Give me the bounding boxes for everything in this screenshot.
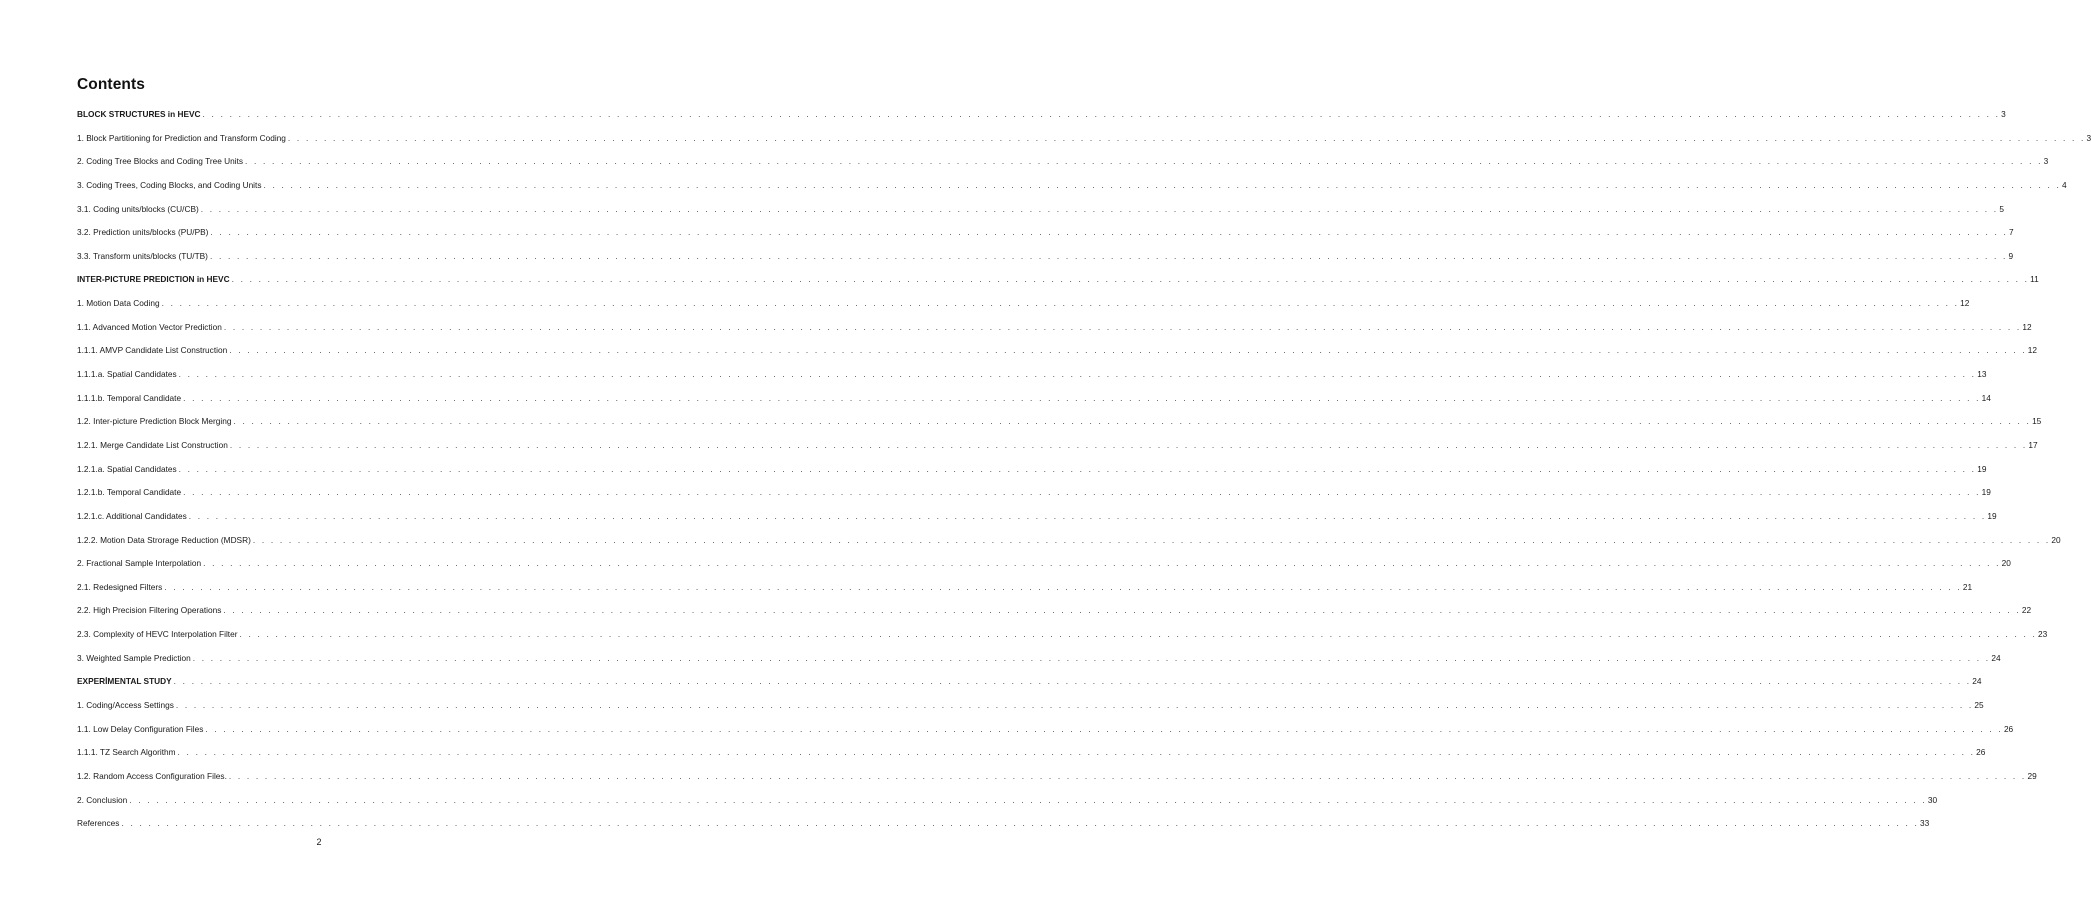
- toc-entry-label: 2. Coding Tree Blocks and Coding Tree Units: [77, 156, 244, 167]
- toc-entry-label: 1.2.1.c. Additional Candidates: [77, 510, 187, 521]
- toc-entry[interactable]: [77, 416, 2042, 440]
- toc-entry[interactable]: [77, 652, 2001, 677]
- toc-leader-dots: . . . . . . . . . . . . . . . . . . . . . . . . . . . . . . . . . . . . . . . . . . . . . . . . . . . . . . . . . . . . . . . . . . . . . . . . . . . . . . . . . . . . . . . . . . . . . . . . . . . . . . . . . . . . . . . . . . . . . . . . . . . . . . . . . . . . . . . . . . . . . . . . . . . . . . . . . . . . . . . . . . . . . . . . . . . . . . . . . . . . . . . . . . . . . . . . . . . . . . . .: [173, 676, 1972, 687]
- toc-entry-page: 24: [1991, 652, 2001, 663]
- toc-leader-dots: . . . . . . . . . . . . . . . . . . . . . . . . . . . . . . . . . . . . . . . . . . . . . . . . . . . . . . . . . . . . . . . . . . . . . . . . . . . . . . . . . . . . . . . . . . . . . . . . . . . . . . . . . . . . . . . . . . . . . . . . . . . . . . . . . . . . . . . . . . . . . . . . . . . . . . . . . . . . . . . . . . . . . . . . . . . . . . . . . . . . . . . . . . . . . . . . . . . . . . . .: [229, 345, 2027, 356]
- toc-entry-page: 26: [1976, 747, 1986, 758]
- toc-leader-dots: . . . . . . . . . . . . . . . . . . . . . . . . . . . . . . . . . . . . . . . . . . . . . . . . . . . . . . . . . . . . . . . . . . . . . . . . . . . . . . . . . . . . . . . . . . . . . . . . . . . . . . . . . . . . . . . . . . . . . . . . . . . . . . . . . . . . . . . . . . . . . . . . . . . . . . . . . . . . . . . . . . . . . . . . . . . . . . . . . . . . . . . . . . . . . . . . . . . . . . . .: [164, 581, 1962, 592]
- toc-leader-dots: . . . . . . . . . . . . . . . . . . . . . . . . . . . . . . . . . . . . . . . . . . . . . . . . . . . . . . . . . . . . . . . . . . . . . . . . . . . . . . . . . . . . . . . . . . . . . . . . . . . . . . . . . . . . . . . . . . . . . . . . . . . . . . . . . . . . . . . . . . . . . . . . . . . . . . . . . . . . . . . . . . . . . . . . . . . . . . . . . . . . . . . . . . . . . . . . . . . . . . . .: [121, 818, 1919, 829]
- toc-entry-label: 1.2.1.a. Spatial Candidates: [77, 463, 177, 474]
- toc-entry[interactable]: [77, 487, 1991, 511]
- toc-entry-page: 17: [2028, 439, 2038, 450]
- toc-entry-page: 30: [1927, 794, 1938, 805]
- toc-entry[interactable]: [77, 392, 1991, 417]
- toc-entry-label: 1. Motion Data Coding: [77, 298, 160, 309]
- toc-entry-page: 29: [2027, 770, 2037, 781]
- toc-entry[interactable]: [77, 676, 1982, 700]
- toc-entry-page: 23: [2038, 629, 2048, 640]
- toc-entry-label: 1.2.1.b. Temporal Candidate: [77, 487, 182, 498]
- toc-leader-dots: . . . . . . . . . . . . . . . . . . . . . . . . . . . . . . . . . . . . . . . . . . . . . . . . . . . . . . . . . . . . . . . . . . . . . . . . . . . . . . . . . . . . . . . . . . . . . . . . . . . . . . . . . . . . . . . . . . . . . . . . . . . . . . . . . . . . . . . . . . . . . . . . . . . . . . . . . . . . . . . . . . . . . . . . . . . . . . . . . . . . . . . . . . . . . . . . . . . . . . . .: [210, 227, 2008, 238]
- toc-entry-page: 12: [2027, 345, 2037, 356]
- toc-entry[interactable]: [77, 629, 2048, 653]
- toc-entry-page: 12: [1960, 298, 1970, 309]
- toc-entry-label: 1.1.1. AMVP Candidate List Construction: [77, 345, 228, 356]
- toc-entry-label: 2.1. Redesigned Filters: [77, 581, 163, 592]
- toc-entry[interactable]: [77, 203, 2004, 228]
- toc-entry-label: BLOCK STRUCTURES in HEVC: [77, 109, 201, 119]
- toc-leader-dots: . . . . . . . . . . . . . . . . . . . . . . . . . . . . . . . . . . . . . . . . . . . . . . . . . . . . . . . . . . . . . . . . . . . . . . . . . . . . . . . . . . . . . . . . . . . . . . . . . . . . . . . . . . . . . . . . . . . . . . . . . . . . . . . . . . . . . . . . . . . . . . . . . . . . . . . . . . . . . . . . . . . . . . . . . . . . . . . . . . . . . . . . . . . . . . . . . . . . . . . .: [161, 298, 1960, 309]
- toc-entry-label: 1.2.1. Merge Candidate List Construction: [77, 439, 228, 450]
- toc-entry-label: INTER-PICTURE PREDICTION in HEVC: [77, 274, 230, 285]
- toc-entry[interactable]: [77, 558, 2011, 582]
- toc-entry[interactable]: [77, 132, 2091, 157]
- toc-entry-label: 1.2.2. Motion Data Strorage Reduction (MDSR): [77, 534, 251, 545]
- toc-entry-label: 1.1.1.b. Temporal Candidate: [77, 392, 182, 403]
- toc-entry-label: 1.1.1.a. Spatial Candidates: [77, 369, 177, 380]
- toc-entry-page: 3: [2001, 109, 2006, 119]
- toc-leader-dots: . . . . . . . . . . . . . . . . . . . . . . . . . . . . . . . . . . . . . . . . . . . . . . . . . . . . . . . . . . . . . . . . . . . . . . . . . . . . . . . . . . . . . . . . . . . . . . . . . . . . . . . . . . . . . . . . . . . . . . . . . . . . . . . . . . . . . . . . . . . . . . . . . . . . . . . . . . . . . . . . . . . . . . . . . . . . . . . . . . . . . . . . . . . . . . . . . . . . . . . .: [192, 652, 1991, 663]
- toc-leader-dots: . . . . . . . . . . . . . . . . . . . . . . . . . . . . . . . . . . . . . . . . . . . . . . . . . . . . . . . . . . . . . . . . . . . . . . . . . . . . . . . . . . . . . . . . . . . . . . . . . . . . . . . . . . . . . . . . . . . . . . . . . . . . . . . . . . . . . . . . . . . . . . . . . . . . . . . . . . . . . . . . . . . . . . . . . . . . . . . . . . . . . . . . . . . . . . . . . . . . . . . .: [245, 156, 2043, 167]
- toc-entry-label: 1.1.1. TZ Search Algorithm: [77, 747, 176, 758]
- toc-entry-page: 24: [1972, 676, 1982, 687]
- toc-leader-dots: . . . . . . . . . . . . . . . . . . . . . . . . . . . . . . . . . . . . . . . . . . . . . . . . . . . . . . . . . . . . . . . . . . . . . . . . . . . . . . . . . . . . . . . . . . . . . . . . . . . . . . . . . . . . . . . . . . . . . . . . . . . . . . . . . . . . . . . . . . . . . . . . . . . . . . . . . . . . . . . . . . . . . . . . . . . . . . . . . . . . . . . . . . . . . . . . . . . . . . . .: [263, 179, 2062, 190]
- toc-entry-label: 3.3. Transform units/blocks (TU/TB): [77, 250, 208, 261]
- toc-entry-label: EXPERİMENTAL STUDY: [77, 676, 172, 687]
- toc-entry-page: 9: [2008, 250, 2014, 261]
- table-of-contents: [77, 109, 2091, 842]
- toc-entry-label: 2.2. High Precision Filtering Operations: [77, 605, 222, 616]
- toc-entry[interactable]: [77, 770, 2037, 795]
- toc-entry-label: 1.2. Random Access Configuration Files.: [77, 770, 227, 781]
- toc-leader-dots: . . . . . . . . . . . . . . . . . . . . . . . . . . . . . . . . . . . . . . . . . . . . . . . . . . . . . . . . . . . . . . . . . . . . . . . . . . . . . . . . . . . . . . . . . . . . . . . . . . . . . . . . . . . . . . . . . . . . . . . . . . . . . . . . . . . . . . . . . . . . . . . . . . . . . . . . . . . . . . . . . . . . . . . . . . . . . . . . . . . . . . . . . . . . . . . . . . . . . . . .: [239, 629, 2038, 640]
- toc-entry-label: 3.1. Coding units/blocks (CU/CB): [77, 203, 199, 214]
- toc-entry-label: 1.2. Inter-picture Prediction Block Merging: [77, 416, 232, 427]
- toc-entry[interactable]: [77, 700, 1984, 724]
- page-title: Contents: [77, 76, 145, 93]
- toc-leader-dots: . . . . . . . . . . . . . . . . . . . . . . . . . . . . . . . . . . . . . . . . . . . . . . . . . . . . . . . . . . . . . . . . . . . . . . . . . . . . . . . . . . . . . . . . . . . . . . . . . . . . . . . . . . . . . . . . . . . . . . . . . . . . . . . . . . . . . . . . . . . . . . . . . . . . . . . . . . . . . . . . . . . . . . . . . . . . . . . . . . . . . . . . . . . . . . . . . . . . . . . .: [129, 794, 1927, 805]
- toc-entry-label: 3. Coding Trees, Coding Blocks, and Coding Units: [77, 179, 262, 190]
- toc-entry-label: 3.2. Prediction units/blocks (PU/PB): [77, 227, 209, 238]
- toc-leader-dots: . . . . . . . . . . . . . . . . . . . . . . . . . . . . . . . . . . . . . . . . . . . . . . . . . . . . . . . . . . . . . . . . . . . . . . . . . . . . . . . . . . . . . . . . . . . . . . . . . . . . . . . . . . . . . . . . . . . . . . . . . . . . . . . . . . . . . . . . . . . . . . . . . . . . . . . . . . . . . . . . . . . . . . . . . . . . . . . . . . . . . . . . . . . . . . . . . . . . . . . .: [200, 203, 1999, 214]
- toc-leader-dots: . . . . . . . . . . . . . . . . . . . . . . . . . . . . . . . . . . . . . . . . . . . . . . . . . . . . . . . . . . . . . . . . . . . . . . . . . . . . . . . . . . . . . . . . . . . . . . . . . . . . . . . . . . . . . . . . . . . . . . . . . . . . . . . . . . . . . . . . . . . . . . . . . . . . . . . . . . . . . . . . . . . . . . . . . . . . . . . . . . . . . . . . . . . . . . . . . . . . . . . .: [231, 274, 2030, 285]
- toc-entry[interactable]: [77, 747, 1986, 771]
- toc-entry[interactable]: [77, 581, 1973, 606]
- toc-entry-page: 15: [2032, 416, 2042, 427]
- toc-entry[interactable]: [77, 794, 1938, 819]
- toc-entry[interactable]: [77, 298, 1970, 322]
- toc-leader-dots: . . . . . . . . . . . . . . . . . . . . . . . . . . . . . . . . . . . . . . . . . . . . . . . . . . . . . . . . . . . . . . . . . . . . . . . . . . . . . . . . . . . . . . . . . . . . . . . . . . . . . . . . . . . . . . . . . . . . . . . . . . . . . . . . . . . . . . . . . . . . . . . . . . . . . . . . . . . . . . . . . . . . . . . . . . . . . . . . . . . . . . . . . . . . . . . . . . . . . . . .: [229, 439, 2028, 450]
- toc-leader-dots: . . . . . . . . . . . . . . . . . . . . . . . . . . . . . . . . . . . . . . . . . . . . . . . . . . . . . . . . . . . . . . . . . . . . . . . . . . . . . . . . . . . . . . . . . . . . . . . . . . . . . . . . . . . . . . . . . . . . . . . . . . . . . . . . . . . . . . . . . . . . . . . . . . . . . . . . . . . . . . . . . . . . . . . . . . . . . . . . . . . . . . . . . . . . . . . . . . . . . . . .: [209, 250, 2008, 261]
- toc-entry[interactable]: [77, 723, 2014, 748]
- toc-entry[interactable]: [77, 156, 2049, 180]
- toc-leader-dots: . . . . . . . . . . . . . . . . . . . . . . . . . . . . . . . . . . . . . . . . . . . . . . . . . . . . . . . . . . . . . . . . . . . . . . . . . . . . . . . . . . . . . . . . . . . . . . . . . . . . . . . . . . . . . . . . . . . . . . . . . . . . . . . . . . . . . . . . . . . . . . . . . . . . . . . . . . . . . . . . . . . . . . . . . . . . . . . . . . . . . . . . . . . . . . . . . . . . . . . .: [178, 463, 1977, 474]
- toc-leader-dots: . . . . . . . . . . . . . . . . . . . . . . . . . . . . . . . . . . . . . . . . . . . . . . . . . . . . . . . . . . . . . . . . . . . . . . . . . . . . . . . . . . . . . . . . . . . . . . . . . . . . . . . . . . . . . . . . . . . . . . . . . . . . . . . . . . . . . . . . . . . . . . . . . . . . . . . . . . . . . . . . . . . . . . . . . . . . . . . . . . . . . . . . . . . . . . . . . . . . . . . .: [202, 109, 2001, 119]
- toc-entry-label: 2. Conclusion: [77, 794, 128, 805]
- toc-leader-dots: . . . . . . . . . . . . . . . . . . . . . . . . . . . . . . . . . . . . . . . . . . . . . . . . . . . . . . . . . . . . . . . . . . . . . . . . . . . . . . . . . . . . . . . . . . . . . . . . . . . . . . . . . . . . . . . . . . . . . . . . . . . . . . . . . . . . . . . . . . . . . . . . . . . . . . . . . . . . . . . . . . . . . . . . . . . . . . . . . . . . . . . . . . . . . . . . . . . . . . . .: [183, 487, 1981, 498]
- toc-leader-dots: . . . . . . . . . . . . . . . . . . . . . . . . . . . . . . . . . . . . . . . . . . . . . . . . . . . . . . . . . . . . . . . . . . . . . . . . . . . . . . . . . . . . . . . . . . . . . . . . . . . . . . . . . . . . . . . . . . . . . . . . . . . . . . . . . . . . . . . . . . . . . . . . . . . . . . . . . . . . . . . . . . . . . . . . . . . . . . . . . . . . . . . . . . . . . . . . . . . . . . . .: [223, 321, 2022, 332]
- toc-leader-dots: . . . . . . . . . . . . . . . . . . . . . . . . . . . . . . . . . . . . . . . . . . . . . . . . . . . . . . . . . . . . . . . . . . . . . . . . . . . . . . . . . . . . . . . . . . . . . . . . . . . . . . . . . . . . . . . . . . . . . . . . . . . . . . . . . . . . . . . . . . . . . . . . . . . . . . . . . . . . . . . . . . . . . . . . . . . . . . . . . . . . . . . . . . . . . . . . . . . . . . . .: [252, 534, 2051, 545]
- toc-entry-page: 5: [1999, 203, 2004, 214]
- page-number: 2: [316, 837, 322, 847]
- toc-entry-page: 26: [2003, 723, 2014, 734]
- toc-entry-page: 3: [2043, 156, 2049, 167]
- toc-entry-label: 1.1. Advanced Motion Vector Prediction: [77, 321, 222, 332]
- toc-entry[interactable]: [77, 227, 2014, 251]
- toc-leader-dots: . . . . . . . . . . . . . . . . . . . . . . . . . . . . . . . . . . . . . . . . . . . . . . . . . . . . . . . . . . . . . . . . . . . . . . . . . . . . . . . . . . . . . . . . . . . . . . . . . . . . . . . . . . . . . . . . . . . . . . . . . . . . . . . . . . . . . . . . . . . . . . . . . . . . . . . . . . . . . . . . . . . . . . . . . . . . . . . . . . . . . . . . . . . . . . . . . . . . . . . .: [175, 700, 1974, 711]
- toc-entry[interactable]: [77, 369, 1987, 393]
- toc-leader-dots: . . . . . . . . . . . . . . . . . . . . . . . . . . . . . . . . . . . . . . . . . . . . . . . . . . . . . . . . . . . . . . . . . . . . . . . . . . . . . . . . . . . . . . . . . . . . . . . . . . . . . . . . . . . . . . . . . . . . . . . . . . . . . . . . . . . . . . . . . . . . . . . . . . . . . . . . . . . . . . . . . . . . . . . . . . . . . . . . . . . . . . . . . . . . . . . . . . . . . . . .: [178, 369, 1977, 380]
- toc-leader-dots: . . . . . . . . . . . . . . . . . . . . . . . . . . . . . . . . . . . . . . . . . . . . . . . . . . . . . . . . . . . . . . . . . . . . . . . . . . . . . . . . . . . . . . . . . . . . . . . . . . . . . . . . . . . . . . . . . . . . . . . . . . . . . . . . . . . . . . . . . . . . . . . . . . . . . . . . . . . . . . . . . . . . . . . . . . . . . . . . . . . . . . . . . . . . . . . . . . . . . . . .: [287, 132, 2086, 143]
- toc-entry-label: 1.1. Low Delay Configuration Files: [77, 723, 204, 734]
- toc-entry-page: 20: [2051, 534, 2061, 545]
- toc-leader-dots: . . . . . . . . . . . . . . . . . . . . . . . . . . . . . . . . . . . . . . . . . . . . . . . . . . . . . . . . . . . . . . . . . . . . . . . . . . . . . . . . . . . . . . . . . . . . . . . . . . . . . . . . . . . . . . . . . . . . . . . . . . . . . . . . . . . . . . . . . . . . . . . . . . . . . . . . . . . . . . . . . . . . . . . . . . . . . . . . . . . . . . . . . . . . . . . . . . . . . . . .: [177, 747, 1976, 758]
- toc-leader-dots: . . . . . . . . . . . . . . . . . . . . . . . . . . . . . . . . . . . . . . . . . . . . . . . . . . . . . . . . . . . . . . . . . . . . . . . . . . . . . . . . . . . . . . . . . . . . . . . . . . . . . . . . . . . . . . . . . . . . . . . . . . . . . . . . . . . . . . . . . . . . . . . . . . . . . . . . . . . . . . . . . . . . . . . . . . . . . . . . . . . . . . . . . . . . . . . . . . . . . . . .: [183, 392, 1981, 403]
- toc-leader-dots: . . . . . . . . . . . . . . . . . . . . . . . . . . . . . . . . . . . . . . . . . . . . . . . . . . . . . . . . . . . . . . . . . . . . . . . . . . . . . . . . . . . . . . . . . . . . . . . . . . . . . . . . . . . . . . . . . . . . . . . . . . . . . . . . . . . . . . . . . . . . . . . . . . . . . . . . . . . . . . . . . . . . . . . . . . . . . . . . . . . . . . . . . . . . . . . . . . . . . . . .: [228, 770, 2027, 781]
- toc-entry-label: 1. Block Partitioning for Prediction and Transform Coding: [77, 132, 286, 143]
- toc-entry-label: 2.3. Complexity of HEVC Interpolation Filter: [77, 629, 238, 640]
- toc-entry[interactable]: [77, 605, 2032, 629]
- toc-leader-dots: . . . . . . . . . . . . . . . . . . . . . . . . . . . . . . . . . . . . . . . . . . . . . . . . . . . . . . . . . . . . . . . . . . . . . . . . . . . . . . . . . . . . . . . . . . . . . . . . . . . . . . . . . . . . . . . . . . . . . . . . . . . . . . . . . . . . . . . . . . . . . . . . . . . . . . . . . . . . . . . . . . . . . . . . . . . . . . . . . . . . . . . . . . . . . . . . . . . . . . . .: [223, 605, 2021, 616]
- toc-leader-dots: . . . . . . . . . . . . . . . . . . . . . . . . . . . . . . . . . . . . . . . . . . . . . . . . . . . . . . . . . . . . . . . . . . . . . . . . . . . . . . . . . . . . . . . . . . . . . . . . . . . . . . . . . . . . . . . . . . . . . . . . . . . . . . . . . . . . . . . . . . . . . . . . . . . . . . . . . . . . . . . . . . . . . . . . . . . . . . . . . . . . . . . . . . . . . . . . . . . . . . . .: [203, 558, 2001, 569]
- toc-entry[interactable]: [77, 109, 2006, 133]
- toc-leader-dots: . . . . . . . . . . . . . . . . . . . . . . . . . . . . . . . . . . . . . . . . . . . . . . . . . . . . . . . . . . . . . . . . . . . . . . . . . . . . . . . . . . . . . . . . . . . . . . . . . . . . . . . . . . . . . . . . . . . . . . . . . . . . . . . . . . . . . . . . . . . . . . . . . . . . . . . . . . . . . . . . . . . . . . . . . . . . . . . . . . . . . . . . . . . . . . . . . . . . . . . .: [205, 723, 2003, 734]
- toc-entry-page: 22: [2021, 605, 2032, 616]
- toc-entry-label: 3. Weighted Sample Prediction: [77, 652, 191, 663]
- toc-entry-page: 19: [1987, 510, 1997, 521]
- toc-entry[interactable]: [77, 463, 1987, 488]
- toc-entry[interactable]: [77, 321, 2032, 346]
- toc-entry-page: 11: [2030, 274, 2039, 285]
- toc-entry[interactable]: [77, 439, 2038, 464]
- toc-entry-label: References: [77, 818, 120, 829]
- toc-entry-page: 19: [1977, 463, 1987, 474]
- toc-entry[interactable]: [77, 534, 2061, 559]
- toc-entry[interactable]: [77, 510, 1997, 535]
- toc-leader-dots: . . . . . . . . . . . . . . . . . . . . . . . . . . . . . . . . . . . . . . . . . . . . . . . . . . . . . . . . . . . . . . . . . . . . . . . . . . . . . . . . . . . . . . . . . . . . . . . . . . . . . . . . . . . . . . . . . . . . . . . . . . . . . . . . . . . . . . . . . . . . . . . . . . . . . . . . . . . . . . . . . . . . . . . . . . . . . . . . . . . . . . . . . . . . . . . . . . . . . . . .: [188, 510, 1987, 521]
- toc-entry-page: 33: [1920, 818, 1930, 829]
- toc-entry[interactable]: [77, 345, 2037, 369]
- toc-entry[interactable]: [77, 274, 2039, 298]
- toc-entry-page: 21: [1962, 581, 1973, 592]
- toc-entry-label: 2. Fractional Sample Interpolation: [77, 558, 202, 569]
- toc-entry-page: 4: [2062, 179, 2067, 190]
- toc-entry[interactable]: [77, 179, 2067, 204]
- toc-entry-page: 25: [1974, 700, 1984, 711]
- toc-entry[interactable]: [77, 250, 2014, 275]
- toc-entry-page: 13: [1977, 369, 1987, 380]
- toc-entry-page: 19: [1981, 487, 1991, 498]
- toc-entry-page: 14: [1981, 392, 1991, 403]
- toc-leader-dots: . . . . . . . . . . . . . . . . . . . . . . . . . . . . . . . . . . . . . . . . . . . . . . . . . . . . . . . . . . . . . . . . . . . . . . . . . . . . . . . . . . . . . . . . . . . . . . . . . . . . . . . . . . . . . . . . . . . . . . . . . . . . . . . . . . . . . . . . . . . . . . . . . . . . . . . . . . . . . . . . . . . . . . . . . . . . . . . . . . . . . . . . . . . . . . . . . . . . . . . .: [233, 416, 2032, 427]
- toc-entry-page: 12: [2022, 321, 2032, 332]
- toc-entry-page: 7: [2008, 227, 2014, 238]
- toc-entry-page: 3: [2086, 132, 2091, 143]
- toc-entry-label: 1. Coding/Access Settings: [77, 700, 174, 711]
- toc-entry-page: 20: [2001, 558, 2011, 569]
